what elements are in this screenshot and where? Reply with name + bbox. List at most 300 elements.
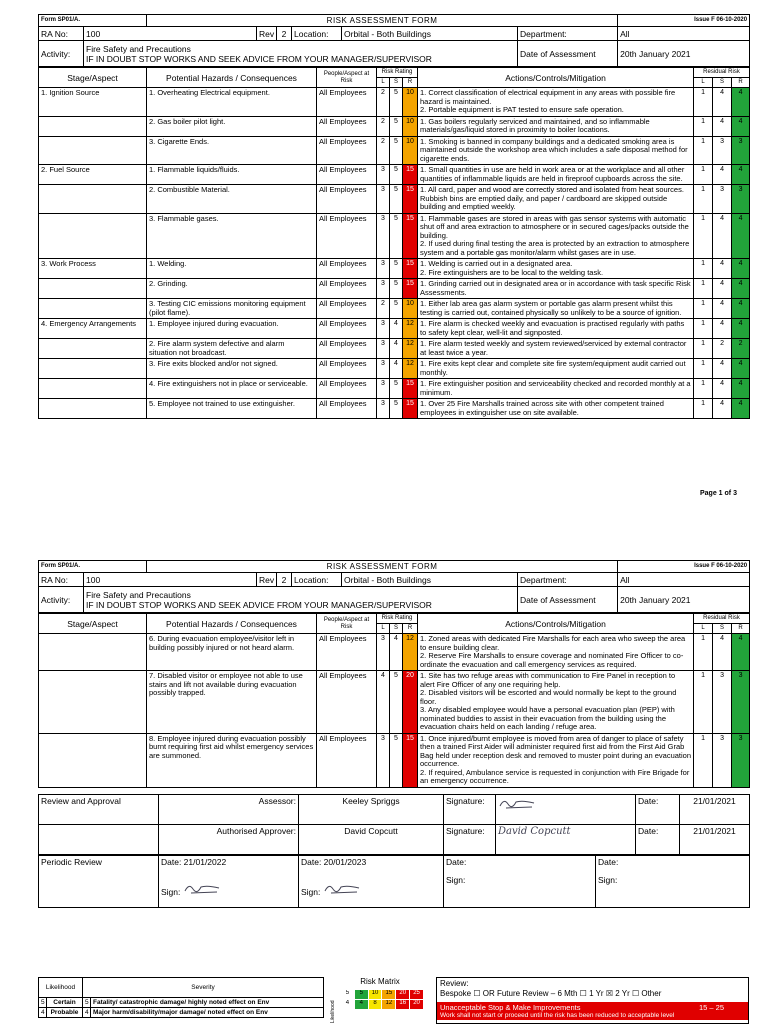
matrix-cell: 10 — [368, 990, 382, 1000]
severity-cell: 5 — [390, 379, 403, 399]
residual-r-cell: 3 — [732, 671, 750, 734]
matrix-cell: 16 — [396, 1000, 410, 1010]
residual-s-cell: 3 — [713, 733, 732, 787]
sign-label-3: Sign: — [446, 874, 466, 885]
residual-l-cell: 1 — [694, 319, 713, 339]
risk-row — [39, 299, 750, 319]
col-hazards: Potential Hazards / Consequences — [147, 68, 317, 88]
likelihood-cell: 3 — [377, 213, 390, 259]
residual-r-cell: 4 — [732, 379, 750, 399]
date-label: Date of Assessment — [518, 587, 618, 613]
periodic-review-title: Periodic Review — [39, 855, 159, 907]
residual-r-cell: 3 — [732, 136, 750, 165]
location-label: Location: — [292, 27, 342, 41]
location: Orbital - Both Buildings — [342, 573, 518, 587]
risk-matrix — [330, 977, 430, 1023]
action-item: 3. Any disabled employee would have a personal evacuation plan (PEP) with nominated buddies to assist in their evacuation from the building using the evacuation chairs held on each landing / refuge area. — [420, 705, 675, 731]
likelihood-cell: 2 — [377, 116, 390, 136]
residual-l-cell: 1 — [694, 379, 713, 399]
col-actions: Actions/Controls/Mitigation — [418, 614, 694, 634]
periodic-date-2: Date: 20/01/2023 — [301, 856, 367, 867]
likelihood-cell: 3 — [377, 185, 390, 214]
residual-l-cell: 1 — [694, 213, 713, 259]
residual-s-cell: 4 — [713, 299, 732, 319]
residual-r-cell: 2 — [732, 339, 750, 359]
review-box-title: Review: — [440, 979, 469, 988]
residual-l-cell: 1 — [694, 116, 713, 136]
periodic-review-1 — [159, 855, 299, 907]
hazard-cell: 5. Employee not trained to use extinguisher. — [147, 399, 317, 419]
residual-l-cell: 1 — [694, 634, 713, 671]
action-item: 1. Fire alarm is checked weekly and evacuation is practised regularly with paths to safety kept clear, well-lit and signposted. — [420, 319, 685, 337]
residual-l-cell: 1 — [694, 339, 713, 359]
page-number: Page 1 of 3 — [700, 490, 737, 497]
residual-r-cell: 4 — [732, 88, 750, 117]
periodic-signature-1 — [183, 881, 223, 895]
residual-s-cell: 3 — [713, 671, 732, 734]
form-title: RISK ASSESSMENT FORM — [147, 15, 618, 27]
people-cell: All Employees — [317, 671, 377, 734]
risk-score-cell: 10 — [403, 299, 418, 319]
matrix-cell: 20 — [410, 1000, 424, 1010]
risk-row — [39, 88, 750, 117]
action-item: 1. All card, paper and wood are correctly stored and isolated from heat sources. Rubbish bins are emptied daily, and paper / cardboard are skipped outside building and emptied weekly. — [420, 185, 684, 211]
matrix-cell: 20 — [396, 990, 410, 1000]
likelihood-cell: 3 — [377, 379, 390, 399]
severity-cell: 4 — [390, 359, 403, 379]
department-label: Department: — [518, 573, 618, 587]
risk-score-cell: 10 — [403, 88, 418, 117]
people-cell: All Employees — [317, 299, 377, 319]
hazard-cell: 3. Cigarette Ends. — [147, 136, 317, 165]
residual-l-cell: 1 — [694, 399, 713, 419]
people-cell: All Employees — [317, 259, 377, 279]
col-s: S — [390, 78, 403, 88]
date-label-2: Date: — [636, 824, 680, 854]
actions-cell — [418, 279, 694, 299]
periodic-review-2 — [299, 855, 444, 907]
form-code: Form SP01/A. — [39, 561, 147, 573]
people-cell: All Employees — [317, 116, 377, 136]
approver-label: Authorised Approver: — [159, 824, 299, 854]
issue-code: Issue F 06-10-2020 — [618, 561, 750, 573]
activity-label: Activity: — [39, 41, 84, 67]
risk-score-cell: 20 — [403, 671, 418, 734]
col-people: People/Aspect at Risk — [317, 614, 377, 634]
action-item: 1. Either lab area gas alarm system or portable gas alarm present whilst this testing is carried out, contained physically so unlikely to be a source of ignition. — [420, 299, 682, 317]
people-cell: All Employees — [317, 359, 377, 379]
hazard-cell: 2. Grinding. — [147, 279, 317, 299]
assessor-name: Keeley Spriggs — [299, 794, 444, 824]
residual-s-cell: 4 — [713, 165, 732, 185]
col-r: R — [403, 624, 418, 634]
residual-s-cell: 3 — [713, 136, 732, 165]
residual-s-cell: 4 — [713, 88, 732, 117]
action-item: 2. Reserve Fire Marshalls to ensure coverage and nominated Fire Officer to co-ordinate the evacuation and call emergency services as required. — [420, 651, 684, 669]
likelihood-cell: 2 — [377, 136, 390, 165]
unacceptable-band — [437, 1002, 748, 1020]
l4-num: 4 — [39, 1008, 47, 1018]
likelihood-cell: 3 — [377, 399, 390, 419]
legend-area — [38, 977, 749, 1024]
col-rl: L — [694, 624, 713, 634]
severity-cell: 5 — [390, 299, 403, 319]
residual-l-cell: 1 — [694, 299, 713, 319]
action-item: 2. If used during final testing the area is protected by an extraction to atmosphere system and a portable gas monitor/alarm whilst gases are in use. — [420, 239, 690, 257]
people-cell: All Employees — [317, 634, 377, 671]
action-item: 1. Fire alarm tested weekly and system reviewed/serviced by external contractor at least twice a year. — [420, 339, 687, 357]
action-item: 1. Correct classification of electrical equipment in any areas with possible fire hazard is maintained. — [420, 88, 676, 106]
col-rl: L — [694, 78, 713, 88]
risk-row — [39, 339, 750, 359]
stage-cell — [39, 136, 147, 165]
risk-row — [39, 136, 750, 165]
matrix-side-label: Likelihood — [330, 1000, 336, 1023]
periodic-date-4: Date: — [598, 856, 619, 867]
residual-r-cell: 4 — [732, 279, 750, 299]
severity-cell: 5 — [390, 116, 403, 136]
actions-cell — [418, 319, 694, 339]
assessor-signature — [496, 794, 636, 824]
likelihood-cell: 3 — [377, 733, 390, 787]
sign-label-4: Sign: — [598, 874, 618, 885]
stage-cell: 2. Fuel Source — [39, 165, 147, 185]
hazard-cell: 6. During evacuation employee/visitor left in building possibly injured or not heard alarm. — [147, 634, 317, 671]
risk-row — [39, 165, 750, 185]
action-item: 1. Fire exits kept clear and complete site fire system/equipment audit carried out monthly. — [420, 359, 686, 377]
matrix-cell: 25 — [410, 990, 424, 1000]
periodic-review-3 — [444, 855, 596, 907]
action-item: 1. Fire extinguisher position and serviceability checked and recorded monthly at a minimum. — [420, 379, 691, 397]
action-item: 2. Disabled visitors will be escorted and would normally be kept to the ground floor. — [420, 688, 677, 706]
severity-cell: 5 — [390, 165, 403, 185]
residual-r-cell: 4 — [732, 116, 750, 136]
risk-score-cell: 15 — [403, 165, 418, 185]
risk-score-cell: 12 — [403, 319, 418, 339]
stage-cell: 1. Ignition Source — [39, 88, 147, 117]
matrix-cell: 4 — [354, 1000, 368, 1010]
likelihood-cell: 3 — [377, 165, 390, 185]
residual-l-cell: 1 — [694, 185, 713, 214]
periodic-date-3: Date: — [446, 856, 467, 867]
hazard-cell: 2. Fire alarm system defective and alarm situation not broadcast. — [147, 339, 317, 359]
action-item: 2. If required, Ambulance service is requested in conjunction with Fire Brigade for an emergency occurrence. — [420, 767, 690, 785]
col-people: People/Aspect at Risk — [317, 68, 377, 88]
actions-cell — [418, 359, 694, 379]
periodic-review-4 — [596, 855, 750, 907]
severity-cell: 5 — [390, 399, 403, 419]
people-cell: All Employees — [317, 185, 377, 214]
residual-s-cell: 2 — [713, 339, 732, 359]
residual-s-cell: 4 — [713, 116, 732, 136]
actions-cell — [418, 88, 694, 117]
location-label: Location: — [292, 573, 342, 587]
l4-label: Probable — [47, 1008, 83, 1018]
activity-line-1: Fire Safety and Precautions — [86, 43, 191, 54]
location: Orbital - Both Buildings — [342, 27, 518, 41]
stage-cell — [39, 213, 147, 259]
likelihood-header: Likelihood — [39, 978, 83, 998]
residual-l-cell: 1 — [694, 733, 713, 787]
col-risk-rating: Risk Rating — [377, 68, 418, 78]
actions-cell — [418, 399, 694, 419]
hazard-cell: 7. Disabled visitor or employee not able to use stairs and lift not available during evacuation possibly trapped. — [147, 671, 317, 734]
actions-cell — [418, 634, 694, 671]
l5-num: 5 — [39, 998, 47, 1008]
stage-cell — [39, 339, 147, 359]
people-cell: All Employees — [317, 165, 377, 185]
residual-s-cell: 4 — [713, 213, 732, 259]
actions-cell — [418, 671, 694, 734]
likelihood-cell: 3 — [377, 259, 390, 279]
risk-row — [39, 185, 750, 214]
likelihood-severity-table — [38, 977, 324, 1018]
risk-row — [39, 279, 750, 299]
department-label: Department: — [518, 27, 618, 41]
risk-score-cell: 12 — [403, 359, 418, 379]
people-cell: All Employees — [317, 279, 377, 299]
risk-row — [39, 379, 750, 399]
people-cell: All Employees — [317, 399, 377, 419]
assessor-signature-scribble — [498, 796, 538, 810]
assessor-label: Assessor: — [159, 794, 299, 824]
hazard-cell: 2. Combustible Material. — [147, 185, 317, 214]
likelihood-cell: 3 — [377, 319, 390, 339]
risk-score-cell: 15 — [403, 379, 418, 399]
col-rs: S — [713, 624, 732, 634]
actions-cell — [418, 185, 694, 214]
risk-row — [39, 213, 750, 259]
col-l: L — [377, 624, 390, 634]
sign-label-2: Sign: — [301, 886, 321, 897]
rev: 2 — [277, 27, 292, 41]
likelihood-cell: 3 — [377, 279, 390, 299]
col-stage: Stage/Aspect — [39, 614, 147, 634]
severity-cell: 4 — [390, 339, 403, 359]
activity-line-2: IF IN DOUBT STOP WORKS AND SEEK ADVICE FROM YOUR MANAGER/SUPERVISOR — [86, 53, 432, 64]
residual-s-cell: 4 — [713, 379, 732, 399]
issue-code: Issue F 06-10-2020 — [618, 15, 750, 27]
stage-cell — [39, 634, 147, 671]
stage-cell — [39, 185, 147, 214]
residual-r-cell: 4 — [732, 165, 750, 185]
review-period-options[interactable]: Bespoke ☐ OR Future Review – 6 Mth ☐ 1 Yr ☒ 2 Yr ☐ Other — [440, 989, 662, 998]
matrix-cell: 8 — [368, 1000, 382, 1010]
department: All — [618, 27, 750, 41]
activity — [84, 41, 518, 67]
likelihood-cell: 2 — [377, 88, 390, 117]
action-item: 1. Smoking is banned in company buildings and a dedicated smoking area is maintained outside the workshop area which includes a safe disposal method for cigarette ends. — [420, 136, 688, 163]
risk-score-cell: 10 — [403, 116, 418, 136]
actions-cell — [418, 733, 694, 787]
periodic-review-table — [38, 855, 750, 908]
review-approval-table — [38, 794, 750, 855]
action-item: 1. Gas boilers regularly serviced and maintained, and so inflammable materials/gas/liquid stored in proximity to boiler locations. — [420, 116, 650, 134]
people-cell: All Employees — [317, 319, 377, 339]
actions-cell — [418, 259, 694, 279]
s4-label: Major harm/disability/major damage/ noted effect on Env — [91, 1008, 324, 1018]
actions-cell — [418, 116, 694, 136]
risk-row — [39, 259, 750, 279]
severity-cell: 5 — [390, 279, 403, 299]
date-1: 21/01/2021 — [680, 794, 750, 824]
action-item: 2. Portable equipment is PAT tested to ensure safe operation. — [420, 105, 624, 114]
activity-line-1: Fire Safety and Precautions — [86, 589, 191, 600]
residual-s-cell: 4 — [713, 634, 732, 671]
hazard-cell: 3. Testing CIC emissions monitoring equipment (pilot flame). — [147, 299, 317, 319]
hazard-cell: 4. Fire extinguishers not in place or serviceable. — [147, 379, 317, 399]
actions-cell — [418, 339, 694, 359]
signature-label: Signature: — [444, 794, 496, 824]
severity-cell: 4 — [390, 634, 403, 671]
residual-l-cell: 1 — [694, 88, 713, 117]
actions-cell — [418, 165, 694, 185]
risk-row — [39, 671, 750, 734]
rev-label: Rev — [257, 573, 277, 587]
stage-cell — [39, 379, 147, 399]
risk-row — [39, 116, 750, 136]
residual-r-cell: 4 — [732, 359, 750, 379]
activity-label: Activity: — [39, 587, 84, 613]
form-code: Form SP01/A. — [39, 15, 147, 27]
rev-label: Rev — [257, 27, 277, 41]
stage-cell — [39, 279, 147, 299]
page2-risk-table — [38, 613, 750, 788]
people-cell: All Employees — [317, 339, 377, 359]
residual-l-cell: 1 — [694, 136, 713, 165]
sign-label-1: Sign: — [161, 886, 181, 897]
review-box — [436, 977, 749, 1024]
page2-rows — [39, 634, 750, 788]
unacceptable-label: Unacceptable Stop & Make Improvements — [440, 1003, 581, 1012]
risk-score-cell: 15 — [403, 213, 418, 259]
action-item: 1. Grinding carried out in designated area or in accordance with task specific Risk Assessments. — [420, 279, 691, 297]
severity-cell: 5 — [390, 259, 403, 279]
hazard-cell: 1. Employee injured during evacuation. — [147, 319, 317, 339]
date-label: Date of Assessment — [518, 41, 618, 67]
residual-s-cell: 4 — [713, 359, 732, 379]
residual-r-cell: 4 — [732, 319, 750, 339]
severity-header: Severity — [83, 978, 324, 998]
stage-cell — [39, 116, 147, 136]
people-cell: All Employees — [317, 213, 377, 259]
unacceptable-range: 15 – 25 — [698, 1003, 724, 1012]
stage-cell — [39, 299, 147, 319]
col-rr: R — [732, 78, 750, 88]
col-l: L — [377, 78, 390, 88]
severity-cell: 5 — [390, 733, 403, 787]
ra-no-label: RA No: — [39, 573, 84, 587]
matrix-cell: 15 — [382, 990, 396, 1000]
risk-score-cell: 15 — [403, 733, 418, 787]
col-actions: Actions/Controls/Mitigation — [418, 68, 694, 88]
matrix-row-label: 5 — [341, 990, 355, 1000]
actions-cell — [418, 136, 694, 165]
hazard-cell: 8. Employee injured during evacuation possibly burnt requiring first aid whilst emergency services are summoned. — [147, 733, 317, 787]
matrix-cell: 5 — [354, 990, 368, 1000]
actions-cell — [418, 213, 694, 259]
activity — [84, 587, 518, 613]
s5-label: Fatality/ catastrophic damage/ highly noted effect on Env — [91, 998, 324, 1008]
col-rs: S — [713, 78, 732, 88]
form-title: RISK ASSESSMENT FORM — [147, 561, 618, 573]
severity-cell: 5 — [390, 136, 403, 165]
page-2 — [38, 560, 749, 908]
severity-cell: 5 — [390, 213, 403, 259]
likelihood-cell: 3 — [377, 634, 390, 671]
severity-cell: 5 — [390, 185, 403, 214]
periodic-signature-2 — [323, 881, 363, 895]
severity-cell: 4 — [390, 319, 403, 339]
actions-cell — [418, 379, 694, 399]
stage-cell — [39, 733, 147, 787]
residual-r-cell: 4 — [732, 399, 750, 419]
unacceptable-note: Work shall not start or proceed until the risk has been reduced to acceptable level — [440, 1012, 675, 1019]
ra-no: 100 — [84, 573, 257, 587]
action-item: 1. Once injured/burnt employee is moved from area of danger to place of safety then a trained First Aider will administer required first aid from the First Aid Grab Bag held under reception desk and removed to muster point during an evacuation occurrence. — [420, 733, 692, 768]
action-item: 1. Flammable gases are stored in areas with gas sensor systems with automatic shut off and area extraction to atmosphere or in secured cages/packs outside the building. — [420, 213, 689, 240]
department: All — [618, 573, 750, 587]
residual-l-cell: 1 — [694, 359, 713, 379]
col-risk-rating: Risk Rating — [377, 614, 418, 624]
date-label-1: Date: — [636, 794, 680, 824]
residual-l-cell: 1 — [694, 259, 713, 279]
page2-header-table — [38, 560, 750, 613]
risk-row — [39, 733, 750, 787]
risk-score-cell: 10 — [403, 136, 418, 165]
stage-cell — [39, 399, 147, 419]
hazard-cell: 1. Welding. — [147, 259, 317, 279]
people-cell: All Employees — [317, 379, 377, 399]
activity-line-2: IF IN DOUBT STOP WORKS AND SEEK ADVICE FROM YOUR MANAGER/SUPERVISOR — [86, 599, 432, 610]
action-item: 1. Over 25 Fire Marshalls trained across site with other competent trained employees in extinguisher use on site available. — [420, 399, 664, 417]
hazard-cell: 1. Flammable liquids/fluids. — [147, 165, 317, 185]
residual-s-cell: 4 — [713, 259, 732, 279]
action-item: 2. Fire extinguishers are to be local to the welding task. — [420, 267, 604, 277]
col-residual: Residual Risk — [694, 614, 750, 624]
ra-no-label: RA No: — [39, 27, 84, 41]
matrix-row-label: 4 — [341, 1000, 355, 1010]
people-cell: All Employees — [317, 733, 377, 787]
stage-cell — [39, 671, 147, 734]
rev: 2 — [277, 573, 292, 587]
risk-score-cell: 15 — [403, 259, 418, 279]
residual-l-cell: 1 — [694, 671, 713, 734]
stage-cell — [39, 359, 147, 379]
action-item: 1. Site has two refuge areas with communication to Fire Panel in reception to alert Fire Officer of any one requiring help. — [420, 671, 676, 689]
risk-score-cell: 12 — [403, 634, 418, 671]
page-1 — [38, 14, 749, 419]
approver-signature: David Copcutt — [496, 824, 636, 854]
col-s: S — [390, 624, 403, 634]
risk-matrix-grid — [340, 989, 424, 1010]
hazard-cell: 3. Fire exits blocked and/or not signed. — [147, 359, 317, 379]
periodic-date-1: Date: 21/01/2022 — [161, 856, 227, 867]
residual-s-cell: 4 — [713, 279, 732, 299]
page1-rows — [39, 88, 750, 419]
likelihood-cell: 4 — [377, 671, 390, 734]
risk-row — [39, 634, 750, 671]
stage-cell: 3. Work Process — [39, 259, 147, 279]
col-stage: Stage/Aspect — [39, 68, 147, 88]
risk-row — [39, 399, 750, 419]
assessment-date: 20th January 2021 — [618, 587, 750, 613]
col-rr: R — [732, 624, 750, 634]
risk-score-cell: 15 — [403, 279, 418, 299]
residual-s-cell: 3 — [713, 185, 732, 214]
risk-score-cell: 15 — [403, 185, 418, 214]
severity-cell: 5 — [390, 671, 403, 734]
